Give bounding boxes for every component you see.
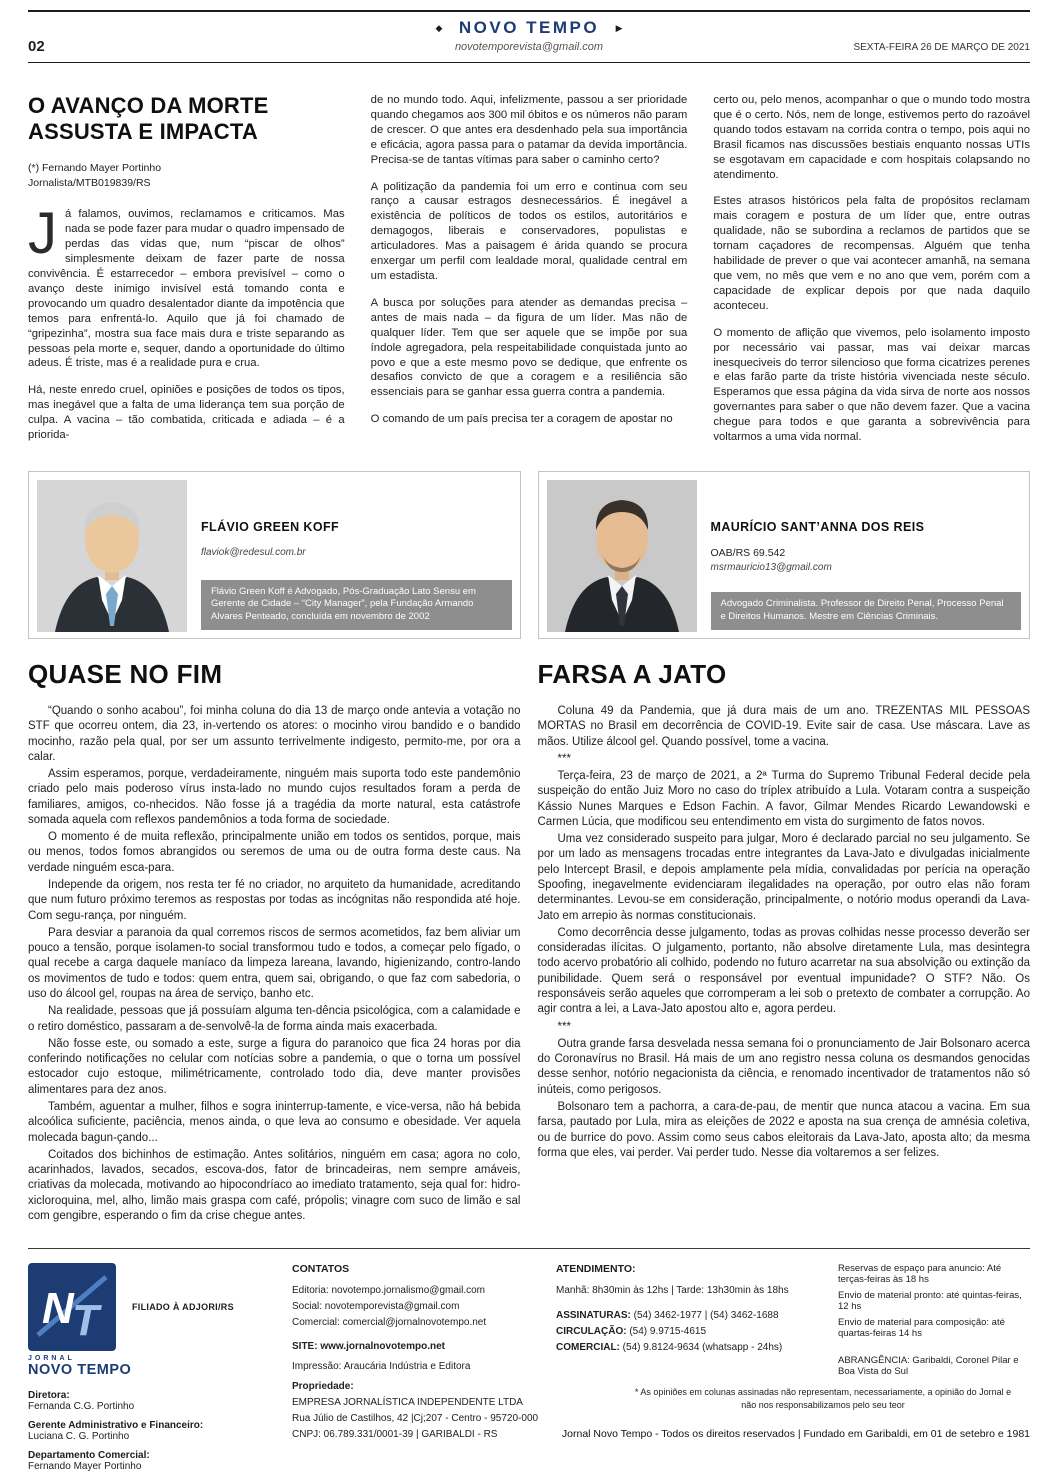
phone-row-assinaturas [556,1310,824,1321]
filiado-label: FILIADO À ADJORI/RS [132,1302,234,1313]
phone-label: COMERCIAL: [556,1342,620,1354]
article-paragraph: Não fosse este, ou somado a este, surge a figura do paranoico que fica 24 horas por dia conferindo notificações no celular com notícias sobre a pandemia, o que o torna um possível estocador cujo estoque, milimétricamente, controlado todo dia, deve manter provisões alimentares para dez anos. [28,1037,521,1096]
dropcap: J [28,201,57,267]
byline-author: (*) Fernando Mayer Portinho [28,161,162,174]
page-header [28,10,1030,63]
lead-paragraph: O comando de um país precisa ter a coragem de apostar no [370,413,673,426]
author-bio: Advogado Criminalista. Professor de Direito Penal, Processo Penal e Direitos Humanos. Mestre em Ciências Criminais. [711,592,1022,630]
prazo-line: Envio de material para composição: até quartas-feiras 14 hs [838,1317,1005,1340]
lead-column-1 [28,93,345,457]
abrangencia-line: ABRANGÊNCIA: Garibaldi, Coronel Pilar e Boa Vista do Sul [838,1355,1019,1378]
logo-jornal-label: JORNAL [28,1355,75,1363]
article-paragraph: Na realidade, pessoas que já possuíam alguma ten-dência psicológica, com a calamidade e o retiro doméstico, passaram a de-senvolvê-la de forma ainda mais exacerbada. [28,1005,521,1033]
footer-service-column [556,1263,824,1472]
article-body [28,704,521,1224]
phone-row-circulacao [556,1326,824,1337]
staff-entry [28,1450,278,1472]
author-bio: Flávio Green Koff é Advogado, Pós-Graduação Lato Sensu em Gerente de Cidade – “City Manager”, pela Fundação Armando Alvares Penteado, concluída em novembro de 2002 [201,580,512,630]
masthead-diamond-icon: ◆ [435,23,443,33]
lead-headline [28,93,345,145]
atendimento-title: ATENDIMENTO: [556,1263,636,1276]
phone-label: ASSINATURAS: [556,1310,631,1322]
staff-role: Gerente Administrativo e Financeiro: [28,1420,204,1432]
edition-date: SEXTA-FEIRA 26 DE MARÇO DE 2021 [853,42,1030,53]
phone-value: (54) 9.8124-9634 (whatsapp - 24hs) [622,1342,783,1354]
prazo-line: Reservas de espaço para anuncio: Até terças-feiras às 18 hs [838,1263,1002,1286]
article-body [538,704,1031,1161]
contato-line: Social: novotemporevista@gmail.com [292,1301,460,1313]
lead-paragraph: Há, neste enredo cruel, opiniões e posições de todos os tipos, mas inegável que a falta de uma liderança tem sua porção de culpa. A vacina – tão combatida, criticada e adiada – é a priorida- [28,384,345,442]
footer-contacts-column [292,1263,542,1472]
propriedade-line: Rua Júlio de Castilhos, 42 |Cj;207 - Centro - 95720-000 [292,1413,539,1425]
lead-paragraph-text: á falamos, ouvimos, reclamamos e criticamos. Mas nada se pode fazer para mudar o quadro impensado de perdas das vidas que, num “piscar de olhos” simplesmente deixam de fazer parte de nossa convivência. É estarrecedor – embora previsível – como o avanço deste inimigo invisível está tomando conta e provocando um quadro desalentador diante da impotência que temos para enfrentá-lo. Aquilo que já foi chamado de “gripezinha”, mostra sua face mais dura e triste separando as pessoas pela morte e, sequer, dando a oportunidade do último adeus. É triste, mas é a realidade pura e crua. [28,208,345,370]
opinion-disclaimer: * As opiniões em colunas assinadas não representam, necessariamente, a opinião do Jornal e não nos responsabilizamos pelo seu teor [634,1387,1012,1411]
article-paragraph: Também, aguentar a mulher, filhos e sogra ininterrup-tamente, e vice-versa, não há bebida alcoólica suficiente, paciência, menos ainda, o que leva ao consumo e obesidade. Ver aquela molecada bagun-çando... [28,1100,521,1144]
author-photo-mauricio-santanna [547,480,697,632]
article-paragraph: Para desviar a paranoia da qual corremos riscos de sermos acometidos, faz bem aliviar um pouco a tensão, porque isolamen-to social transformou tudo e todos, a começar pelo fígado, o qual recebe a carga daquele maníaco da limpeza lareana, lavando, higienizando, contro-lando os movimentos de tudo e todos: quem entra, quem sai, obrigando, o que faz com sabedoria, o uso do álcool gel, roupas na área de serviço, banho etc. [28,926,521,1000]
footer-deadlines-column [838,1263,1030,1472]
article-title: FARSA A JATO [537,658,727,689]
staff-role: Departamento Comercial: [28,1450,150,1462]
byline-credentials: Jornalista/MTB019839/RS [28,177,151,190]
masthead-title: NOVO TEMPO [458,18,600,37]
author-oab-number: OAB/RS 69.542 [710,546,786,559]
author-photo-flavio-green-koff [37,480,187,632]
author-name: MAURÍCIO SANT’ANNA DOS REIS [710,519,925,534]
staff-name: Fernando Mayer Portinho [28,1461,142,1472]
article-farsa-a-jato [538,653,1031,1226]
lead-paragraph: O momento de aflição que vivemos, pelo isolamento imposto por necessário vai passar, mas vai deixar marcas inesqueciveis do terror silencioso que forma cicatrizes perenes e elas farão parte da triste história vivenciada neste século. Esperamos que essa página da vida sirva de norte aos nossos governantes para saber o que não devem fazer. Que a vacina chegue para todos e que garanta a sobrevivência para voltarmos a uma vida normal. [713,326,1030,444]
lead-paragraph: certo ou, pelo menos, acompanhar o que o mundo todo mostra que é o certo. Nós, nem de longe, estivemos perto do razoável quando todos estavam na corrida contra o tempo, pois aqui no Brasil ficamos nas discussões bestiais enquanto nossas UTIs se esgotavam em capacidade e com hospitais colapsando no atendimento. [713,94,1030,181]
lead-paragraph: A politização da pandemia foi um erro e continua com seu ranço a causar estragos desnecessários. É inegável a existência de políticos de todos os estilos, autoritários e demagogos, liberais e conservadores, populistas e articuladores. Mas a paisagem é árida quando se procura enxergar um perfil com lealdade moral, qualidade central em um estadista. [370,180,688,282]
contatos-lines [292,1285,542,1328]
lead-headline-line1: O AVANÇO DA MORTE [28,93,269,118]
phone-row-comercial [556,1342,824,1353]
page-number: 02 [28,38,45,55]
lead-byline [28,161,345,191]
author-boxes [28,471,1030,639]
propriedade-line: CNPJ: 06.789.331/0001-39 | GARIBALDI - RS [292,1429,498,1441]
novo-tempo-logo [28,1263,116,1351]
lead-paragraph [28,201,345,371]
header-bottom-rule [28,62,1030,63]
lead-headline-line2: ASSUSTA E IMPACTA [28,118,258,144]
author-email: msrmauricio13@gmail.com [710,561,832,573]
masthead-arrow-icon: ▶ [615,23,623,33]
article-paragraph: Coluna 49 da Pandemia, que já dura mais de um ano. TREZENTAS MIL PESSOAS MORTAS no Brasil em decorrência de COVID-19. Evite sair de casa. Use máscara. Lave as mãos. Utilize álcool gel. Quando possível, tome a vacina. [537,704,1030,748]
author-box-mauricio [538,471,1031,639]
article-paragraph: Bolsonaro tem a pachorra, a cara-de-pau, de mentir que nunca atacou a vacina. Em sua farsa, pautado por Lula, mira as eleições de 2022 e aposta na sua crença de amnésia coletiva, ou de burrice do povo. Assim como seus cabos eleitorais da Lava-Jato, aposta alto; da mesma forma que eles, vai perder. Vai perder tudo. Nesse dia voltaremos a ser felizes. [537,1100,1030,1159]
atendimento-hours: Manhã: 8h30min às 12hs | Tarde: 13h30min às 18hs [556,1285,789,1297]
lead-paragraph: de no mundo todo. Aqui, infelizmente, passou a ser prioridade quando chegamos aos 300 mil óbitos e os números não param de crescer. O que antes era desdenhado pela sua importância e eficácia, agora passa para o patamar da devida importância. Precisa-se de tantas vítimas para saber o caminho certo? [370,94,688,166]
author-info-mauricio [711,520,1018,573]
propriedade-label: Propriedade: [292,1381,354,1393]
staff-name: Luciana C. G. Portinho [28,1431,130,1443]
article-paragraph: *** [557,752,571,765]
article-paragraph: Assim esperamos, porque, verdadeiramente, ninguém mais suporta todo este pandemônio criado pelo mais poderoso vírus insta-lado no mundo cujos resultados foram a perda de familiares, amigos, co-nhecidos. Não fosse já a tragédia da morte natural, esta catástrofe somada aquela com reflexos pandemônios a toda forma de sociedade. [28,768,521,826]
author-box-flavio [28,471,521,639]
article-paragraph: *** [557,1020,571,1033]
logo-name-label: NOVO TEMPO [28,1362,132,1379]
phone-value: (54) 3462-1977 | (54) 3462-1688 [633,1310,779,1322]
author-email: flaviok@redesul.com.br [201,546,306,558]
staff-entry [28,1390,278,1412]
article-paragraph: “Quando o sonho acabou”, foi minha coluna do dia 13 de março onde antevia a votação no STF que ocorreu ontem, dia 23, in-vertendo os atores: o mocinho virou bandido e o bandido mocinho, razão pela qual, por ser um assunto terrivelmente indigesto, permito-me, por ora a calar. [28,704,521,763]
article-quase-no-fim [28,653,521,1226]
contato-line: Editoria: novotempo.jornalismo@gmail.com [292,1285,486,1297]
staff-name: Fernanda C.G. Portinho [28,1401,135,1413]
propriedade-lines [292,1397,542,1440]
contatos-title: CONTATOS [292,1263,350,1276]
lead-article [28,93,1030,457]
phone-label: CIRCULAÇÃO: [556,1326,627,1338]
impressao-line: Impressão: Araucária Indústria e Editora [292,1361,471,1373]
lead-column-3 [713,93,1030,457]
copyright-line: Jornal Novo Tempo - Todos os direitos reservados | Fundado em Garibaldi, em 01 de setebro e 1981 [561,1428,1030,1441]
article-paragraph: Como decorrência desse julgamento, todas as provas colhidas nesse processo deverão ser consideradas ilícitas. O julgamento, portanto, não absolve diretamente Lula, mas desintegra todo acervo probatório ali colhido, podendo no futuro acarretar na sua absolvição ou extinção da punibilidade. Quem será o responsável por eventual impunidade? O STF? Não. Os responsáveis serão aqueles que corromperam a lei sob o pretexto de combater a corrupção. Ao agir contra a lei, a Lava-Jato apostou alto e, agora perdeu. [537,926,1030,1016]
article-paragraph: Coitados dos bichinhos de estimação. Antes solitários, ninguém em casa; agora no colo, acarinhados, lavados, secados, escova-dos, fator de brincadeiras, nem sempre amáveis, criativas da molecada, motivando ao hipocondríaco ao imediato tratamento, seja qual for: hidro-xicloroquina, mel, alho, limão mais graspa com café, própolis; vinagre com suco de limão e sal com gengibre, esperando o fim da crise chegue antes. [28,1148,521,1222]
phone-value: (54) 9.9715-4615 [629,1326,707,1338]
page-footer [28,1248,1030,1472]
prazo-lines [838,1263,1030,1339]
svg-text:N: N [42,1284,74,1334]
propriedade-line: EMPRESA JORNALÍSTICA INDEPENDENTE LTDA [292,1397,523,1409]
author-info-flavio [201,520,508,558]
article-paragraph: Outra grande farsa desvelada nessa semana foi o pronunciamento de Jair Bolsonaro acerca do Coronavírus no Brasil. Há mais de um ano registro nessa coluna os desmandos genocidas desse senhor, notório negacionista da ciência, e renomado incentivador de tratamentos não só inúteis, como perigosos. [537,1037,1030,1096]
staff-entry [28,1420,278,1442]
opinion-articles [28,653,1030,1226]
article-paragraph: Uma vez considerado suspeito para julgar, Moro é declarado parcial no seu julgamento. Se por um lado as mensagens trocadas entre integrantes da Lava-Jato e divulgadas inicialmente pelo Intercept Brasil, e depois amplamente pela mídia, convalidadas por perícia na operação Spoofing, inegavelmente evidenciaram ilegalidades na operação, por outro elas não foram determinantes. Levou-se em consideração, principalmente, o notório modus operandi da Lava-Jato em arrepio às normas constitucionais. [537,833,1030,922]
footer-brand-column [28,1263,278,1472]
article-paragraph: Independe da origem, nos resta ter fé no criador, no arquiteto da humanidade, acreditando que num futuro próximo teremos as respostas por todas as incógnitas não respondida até hoje. Com segu-rança, por ninguém. [28,879,521,922]
lead-paragraph: A busca por soluções para atender as demandas precisa – antes de mais nada – da figura de um líder. Mas não de qualquer líder. Tem que ser aquele que se impõe por sua índole agregadora, pela respeitabilidade conquistada junto ao povo e que a este mesmo povo se dedique, que enfrente os desafios convicto de que a coragem e a resiliência são essenciais para se ganhar essa guerra contra a pandemia. [370,296,688,399]
site-line: SITE: www.jornalnovotempo.net [292,1341,445,1353]
lead-paragraph: Estes atrasos históricos pela falta de propósitos reclamam mais coragem e postura de um líder que, entre outras qualidade, não se subordina a reclamos de partidos que se tornam caçadores de recompensas. Alguém que tenha habilidade de prever o que vai acontecer amanhã, na semana que vem, no mês que vem e no ano que vem, porém com a capacidade de explicar depois por que nada daquilo aconteceu. [713,195,1030,312]
prazo-line: Envio de material pronto: até quintas-feiras, 12 hs [838,1290,1022,1313]
article-title: QUASE NO FIM [28,658,223,689]
masthead-email: novotemporevista@gmail.com [454,41,604,53]
svg-text:T: T [72,1296,99,1346]
staff-role: Diretora: [28,1390,70,1402]
article-paragraph: Terça-feira, 23 de março de 2021, a 2ª Turma do Supremo Tribunal Federal decide pela suspeição do então Juiz Moro no caso do tríplex atribuído a Lula. Votaram contra a suspeição Kássio Nunes Marques e Edson Fachin. A favor, Gilmar Mendes Ricardo Lewandowski e Carmen Lúcia, que modificou seu entendimento em vista do surgimento de fatos novos. [537,770,1030,828]
author-name: FLÁVIO GREEN KOFF [201,519,340,534]
contato-line: Comercial: comercial@jornalnovotempo.net [292,1317,487,1329]
lead-column-2 [371,93,688,457]
article-paragraph: O momento é de muita reflexão, principalmente união em todos os sentidos, porque, mais ou menos, todos fomos abrangidos ou seremos de uma ou de outra forma deste caus. Na verdade ninguém esca-para. [28,831,521,874]
